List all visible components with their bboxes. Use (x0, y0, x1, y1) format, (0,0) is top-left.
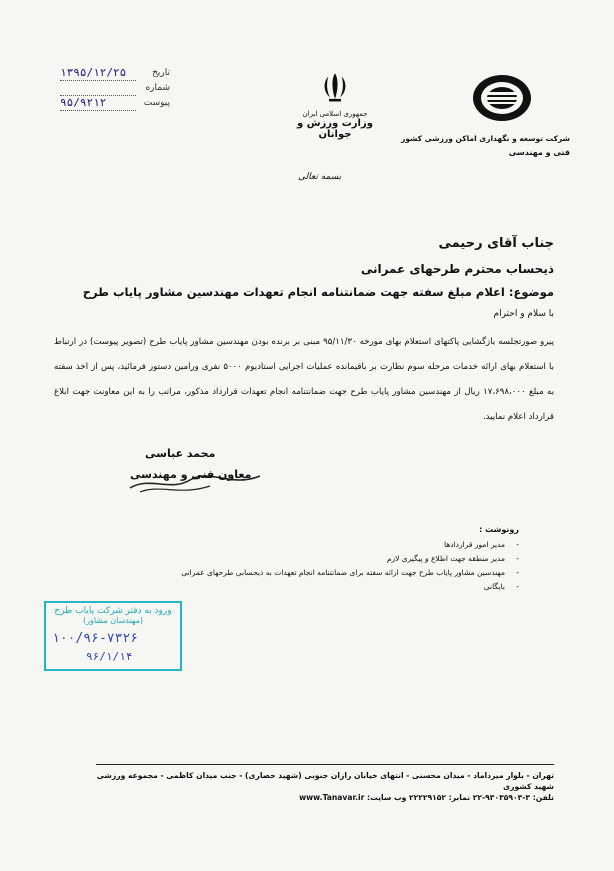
cc-item: - مهندسین مشاور پایاب طرح جهت ارائه سفته برای ضمانتنامه انجام تعهدات به ذیحسابی طرحهای عمرانی (181, 568, 519, 577)
number-label: شماره (145, 83, 170, 93)
company-logo-icon (470, 72, 534, 124)
footer-contact: تلفن: ۳-۹۳۰۳۵۹۰۳-۲۲ نمابر: ۲۲۲۲۹۱۵۲ وب سایت: www.Tanavar.ir (299, 793, 554, 802)
attachment-row (60, 98, 170, 113)
stamp-line1: ورود به دفتر شرکت پایاب طرح (54, 606, 172, 616)
attachment-label: پیوست (143, 98, 170, 108)
date-value: ۱۳۹۵/۱۲/۲۵ (60, 66, 127, 79)
cc-item-text: بایگانی (483, 582, 505, 591)
recipient-title: ذیحساب محترم طرحهای عمرانی (360, 262, 554, 276)
bismillah: بسمه تعالی (298, 172, 342, 182)
cc-list (119, 525, 519, 596)
company-name: شرکت توسعه و نگهداری اماکن ورزشی کشور (401, 134, 570, 143)
stamp-number: ۱۰۰/۹۶-۷۳۲۶ (52, 631, 139, 646)
department-name: فنی و مهندسی (508, 148, 570, 157)
letter-body: پیرو صورتجلسه بازگشایی پاکتهای استعلام بهای مورخه ۹۵/۱۱/۳۰ مبنی بر برنده بودن مهندسین مشاور پایاب طرح (تصویر پیوست) در ارتباط با استعلام بهای ارائه خدمات مرحله سوم نظارت بر باقیمانده عملیات اجرایی استادیوم ۵۰۰۰ نفری ورامین دستور فرمائید، پس از اخذ سفته به مبلغ ۱۷،۶۹۸،۰۰۰ ریال از مهندسین مشاور پایاب طرح جهت ضمانتنامه انجام تعهدات قرارداد مذکور، مراتب را به این معاونت جهت ابلاغ قرارداد اعلام نمایید. (54, 337, 555, 422)
stamp-line2: (مهندسان مشاور) (83, 616, 143, 625)
government-header (290, 70, 380, 140)
signer-title: معاون فنی و مهندسی (130, 468, 252, 481)
greeting: با سلام و احترام (493, 309, 554, 319)
footer-address: تهران - بلوار میرداماد - میدان محسنی - انتهای خیابان رازان جنوبی (شهید حصاری) - جنب میدان کاظمی - مجموعه ورزشی شهید کشوری (96, 771, 554, 791)
stamp-date: ۹۶/۱/۱۴ (86, 650, 133, 663)
government-name: جمهوری اسلامی ایران (302, 110, 368, 118)
footer-divider (96, 764, 554, 765)
number-value: ۹۵/۹۲۱۲ (60, 96, 107, 109)
signer-name: محمد عباسی (145, 447, 216, 460)
footer (94, 770, 554, 803)
date-underline (60, 80, 136, 81)
iran-emblem-icon (318, 70, 352, 104)
cc-item-text: مدیر امور قراردادها (444, 540, 505, 549)
recipient: جناب آقای رحیمی (438, 236, 554, 251)
date-label: تاریخ (152, 68, 170, 78)
cc-heading: رونوشت : (479, 525, 519, 534)
cc-item: - مدیر منطقه جهت اطلاع و پیگیری لازم (386, 554, 519, 563)
receipt-stamp (44, 601, 182, 671)
ministry-name: وزارت ورزش و جوانان (297, 118, 373, 140)
cc-item: - مدیر امور قراردادها (444, 540, 519, 549)
letter-meta (60, 68, 170, 113)
cc-item-text: مدیر منطقه جهت اطلاع و پیگیری لازم (386, 554, 505, 563)
date-row (60, 68, 170, 83)
cc-item-text: مهندسین مشاور پایاب طرح جهت ارائه سفته برای ضمانتنامه انجام تعهدات به ذیحسابی طرحهای عمرانی (181, 568, 505, 577)
letter-subject: موضوع: اعلام مبلغ سفته جهت ضمانتنامه انجام تعهدات مهندسین مشاور پایاب طرح (82, 285, 554, 299)
attachment-underline (60, 110, 136, 111)
cc-item: - بایگانی (483, 582, 519, 591)
